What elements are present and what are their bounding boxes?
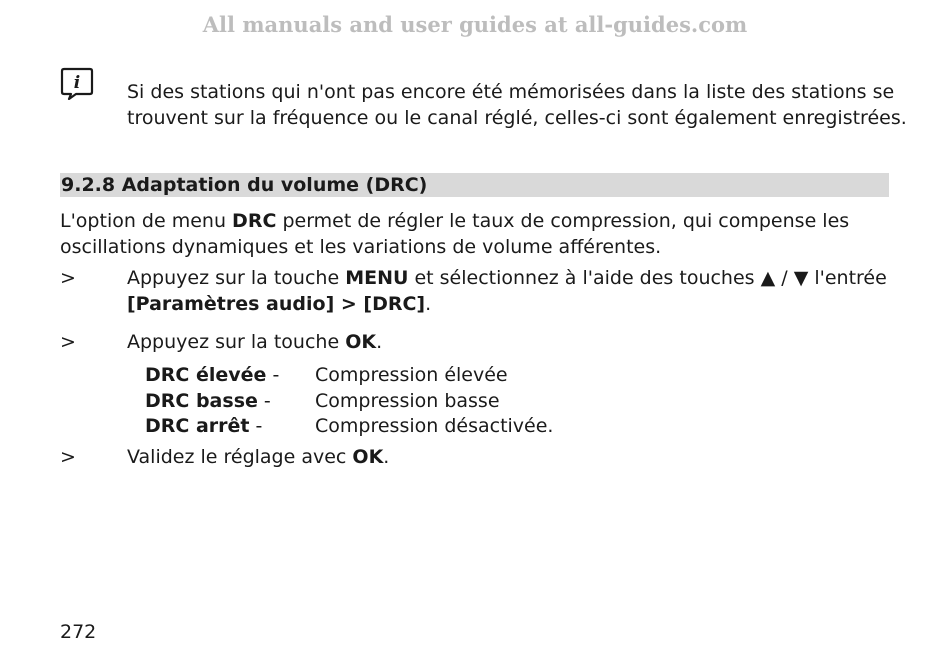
option-key: DRC élevée — [145, 364, 267, 386]
option-value: Compression élevée — [315, 364, 508, 386]
option-value: Compression basse — [315, 389, 500, 412]
section-heading: 9.2.8 Adaptation du volume (DRC) — [60, 173, 889, 197]
watermark: All manuals and user guides at all-guides.com — [202, 12, 748, 37]
page-number: 272 — [60, 621, 97, 643]
step-bold-2: [Paramètres audio] > [DRC] — [127, 292, 426, 315]
step-text — [127, 445, 887, 471]
drc-option-low — [145, 389, 553, 415]
step-text-1: Validez le réglage avec — [127, 446, 353, 468]
step-marker: > — [60, 446, 76, 468]
intro-text-2: permet de régler le taux de compression, qui compense les oscillations dynamiques et les variations de volume afférentes. — [60, 210, 850, 258]
step-marker: > — [60, 331, 76, 353]
drc-option-off — [145, 414, 553, 440]
option-key: DRC arrêt — [145, 415, 250, 437]
step-text-2: . — [383, 446, 390, 468]
step-text-3: . — [425, 292, 432, 315]
intro-paragraph — [60, 209, 890, 260]
step-text-1: Appuyez sur la touche — [127, 267, 346, 289]
option-value: Compression désactivée. — [315, 415, 554, 437]
drc-options — [145, 363, 553, 440]
step-text-1: Appuyez sur la touche — [127, 331, 346, 353]
intro-bold: DRC — [232, 210, 277, 232]
intro-text-1: L'option de menu — [60, 210, 233, 232]
option-sep: - — [249, 415, 263, 437]
option-sep: - — [266, 364, 280, 386]
step-text — [127, 266, 887, 317]
svg-text:i: i — [73, 73, 81, 93]
step-bold-1: OK — [352, 446, 384, 468]
option-sep: - — [257, 389, 271, 412]
step-marker: > — [60, 267, 76, 289]
step-text-2: . — [376, 331, 383, 353]
step-text — [127, 330, 887, 356]
step-text-2: et sélectionnez à l'aide des touches ▲ / ▼ l'entrée — [408, 267, 887, 289]
step-bold-1: OK — [345, 331, 377, 353]
step-bold-1: MENU — [345, 267, 409, 289]
drc-option-high — [145, 363, 553, 389]
note-text: Si des stations qui n'ont pas encore été mémorisées dans la liste des stations se trouvent sur la fréquence ou le canal réglé, celles-ci sont également enregistrées. — [127, 81, 907, 129]
option-key: DRC basse — [145, 389, 258, 412]
info-icon — [60, 66, 94, 100]
